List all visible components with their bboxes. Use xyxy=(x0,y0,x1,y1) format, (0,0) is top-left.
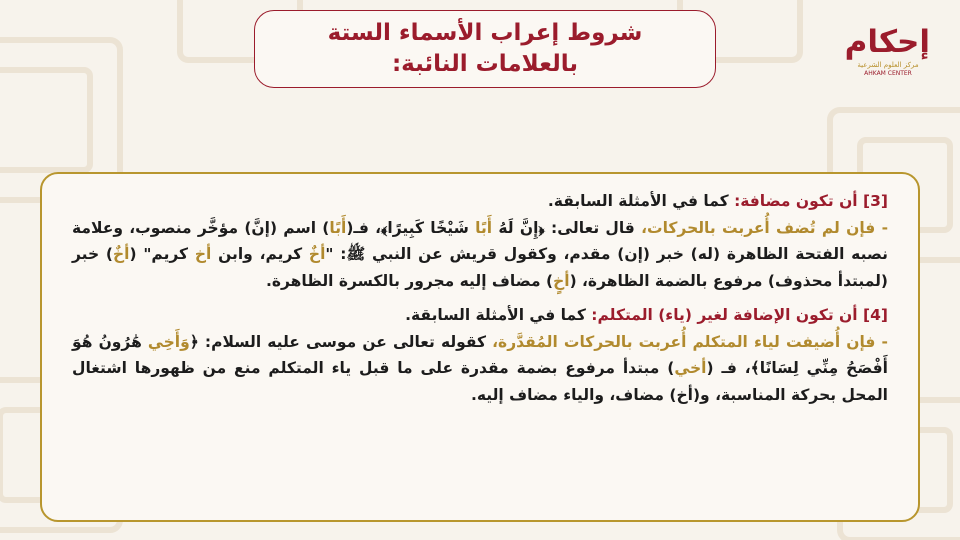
section-4-number: [4] xyxy=(863,306,888,324)
section-3-text-4: كريم، وابن xyxy=(211,245,309,263)
section-4-condition: فإن أُضيفت لياء المتكلم أُعربت بالحركات المُقدَّرة، xyxy=(492,332,876,351)
section-3-heading-tail: كما في الأمثلة السابقة. xyxy=(547,192,735,210)
slide-title-line-1: شروط إعراب الأسماء الستة xyxy=(327,20,643,46)
section-4-heading: أن تكون الإضافة لغير (ياء) المتكلم: xyxy=(591,306,864,324)
section-3-text-3: ) اسم (إنَّ) مؤخَّر منصوب، وعلامة نصبه الفتحة الظاهرة (له) خبر (إن) مقدم، وكقول قريش عن النبي ﷺ: " xyxy=(72,218,888,263)
section-4-paragraph xyxy=(72,302,888,408)
section-3-text-7: ) مضاف إليه مجرور بالكسرة الظاهرة. xyxy=(265,271,554,290)
section-3-heading: أن تكون مضافة: xyxy=(734,192,864,210)
word-akh-4: أخٍ xyxy=(553,271,570,290)
slide-title-box xyxy=(254,10,716,88)
word-akh-2: أخ xyxy=(194,245,212,263)
section-3-text-1: قال تعالى: ﴿إِنَّ لَهُ xyxy=(492,218,642,237)
content-box xyxy=(40,172,920,522)
section-4-text-3: ) مبتدأ مرفوع بضمة مقدرة على ما قبل ياء المتكلم منع من ظهورها اشتغال المحل بحركة المناسبة، و(أخ) مضاف، والياء مضاف إليه. xyxy=(72,359,888,404)
logo xyxy=(846,24,930,94)
section-3-text-6: ) خبر (لمبتدأ محذوف) مرفوع بالضمة الظاهرة، ( xyxy=(72,245,888,290)
logo-subtitle: مركز العلوم الشرعية xyxy=(857,61,919,69)
word-akh-1: أخٌ xyxy=(308,245,326,263)
section-3-number: [3] xyxy=(863,192,888,210)
word-akhi-2: أخي xyxy=(674,359,707,377)
section-3-paragraph xyxy=(72,188,888,294)
logo-tagline: AHKAM CENTER xyxy=(864,70,912,77)
section-3-text-2: شَيْخًا كَبِيرًا﴾، فـ( xyxy=(346,218,476,237)
word-aban: أَبًا xyxy=(475,218,493,237)
word-aban-2: أَبًا xyxy=(329,218,347,237)
section-4-text-1: كقوله تعالى عن موسى عليه السلام: ﴿ xyxy=(189,332,493,351)
section-4-heading-tail: كما في الأمثلة السابقة. xyxy=(405,306,592,324)
slide-title-line-2: بالعلامات النائبة: xyxy=(391,51,579,77)
word-akhi-1: وَأَخِي xyxy=(147,332,190,351)
logo-name: إحكام xyxy=(844,24,930,60)
section-4-dash: - xyxy=(875,332,888,351)
word-akh-3: أخٌ xyxy=(113,245,130,263)
section-4-text-2: هَٰرُونُ هُوَ أَفْصَحُ مِنِّي لِسَانًا﴾، فـ ( xyxy=(72,332,888,377)
section-3-condition: فإن لم تُضف أُعربت بالحركات، xyxy=(641,218,876,237)
section-3-dash: - xyxy=(875,218,889,237)
section-3-text-5: كريم" ( xyxy=(129,245,195,263)
